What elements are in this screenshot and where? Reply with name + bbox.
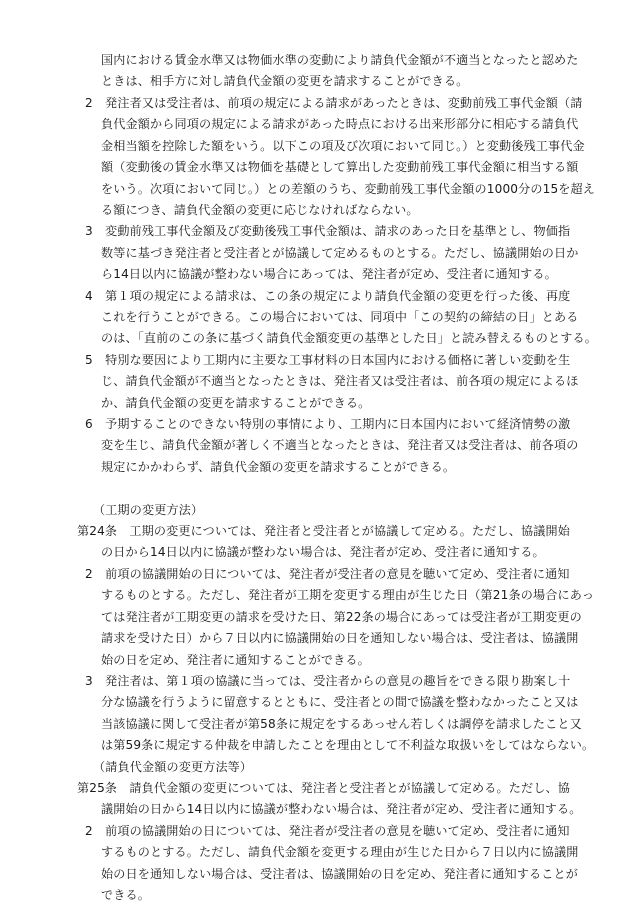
text-line: 3 発注者は、第１項の協議に当っては、受注者からの意見の趣旨をできる限り勘案し十 bbox=[85, 673, 571, 688]
text-line: る額につき、請負代金額の変更に応じなければならない。 bbox=[101, 202, 419, 217]
text-line: 分な協議を行うように留意するとともに、受注者との間で協議を整わなかったこと又は bbox=[101, 695, 579, 710]
text-line: 負代金額から同項の規定による請求があった時点における出来形部分に相応する請負代 bbox=[101, 117, 579, 132]
text-line: ては発注者が工期変更の請求を受けた日、第22条の場合にあっては受注者が工期変更の bbox=[101, 609, 582, 624]
text-line: 請求を受けた日）から７日以内に協議開始の日を通知しない場合は、受注者は、協議開 bbox=[101, 631, 579, 646]
text-line: 始の日を定め、発注者に通知することができる。 bbox=[101, 652, 370, 667]
text-line: 6 予期することのできない特別の事情により、工期内に日本国内において経済情勢の激 bbox=[85, 417, 571, 431]
text-line: 始の日を通知しない場合は、受注者は、協議開始の日を定め、発注者に通知することが bbox=[101, 866, 579, 881]
text-line: 規定にかかわらず、請負代金額の変更を請求することができる。 bbox=[101, 459, 456, 474]
text-line: 3 変動前残工事代金額及び変動後残工事代金額は、請求のあった日を基準とし、物価指 bbox=[85, 224, 571, 239]
text-line: 国内における賃金水準又は物価水準の変動により請負代金額が不適当となったと認めた bbox=[101, 53, 579, 67]
text-line: 数等に基づき発注者と受注者とが協議して定めるものとする。ただし、協議開始の日か bbox=[101, 245, 579, 260]
section-heading: （工期の変更方法） bbox=[93, 502, 204, 517]
text-line: 2 発注者又は受注者は、前項の規定による請求があったときは、変動前残工事代金額（請 bbox=[85, 95, 583, 110]
text-line: は第59条に規定する仲裁を申請したことを理由として不利益な取扱いをしてはならない。 bbox=[101, 738, 595, 753]
text-line: の日から14日以内に協議が整わない場合は、発注者が定め、受注者に通知する。 bbox=[101, 545, 545, 560]
text-line: をいう。次項において同じ。）との差額のうち、変動前残工事代金額の1000分の15を超え bbox=[101, 181, 596, 196]
text-line: 議開始の日から14日以内に協議が整わない場合は、発注者が定め、受注者に通知する。 bbox=[101, 802, 582, 817]
text-line: のは、「直前のこの条に基づく請負代金額変更の基準とした日」と読み替えるものとする。 bbox=[101, 331, 597, 346]
article-heading-line: 第25条 請負代金額の変更については、発注者と受注者とが協議して定める。ただし、協 bbox=[77, 780, 570, 795]
text-line: するものとする。ただし、発注者が工期を変更する理由が生じた日（第21条の場合にあっ bbox=[101, 588, 595, 603]
text-line: 変を生じ、請負代金額が著しく不適当となったときは、発注者又は受注者は、前各項の bbox=[101, 438, 579, 453]
text-line: 額（変動後の賃金水準又は物価を基礎として算出した変動前残工事代金額に相当する額 bbox=[101, 160, 579, 175]
text-line: できる。 bbox=[101, 888, 150, 902]
text-line: 5 特別な要因により工期内に主要な工事材料の日本国内における価格に著しい変動を生 bbox=[85, 352, 571, 367]
text-line: 当該協議に関して受注者が第58条に規定をするあっせん若しくは調停を請求したこと又 bbox=[101, 716, 582, 731]
text-line: ときは、相手方に対し請負代金額の変更を請求することができる。 bbox=[101, 74, 469, 89]
article-heading-line: 第24条 工期の変更については、発注者と受注者とが協議して定める。ただし、協議開始 bbox=[77, 524, 570, 538]
text-line: これを行うことができる。この場合においては、同項中「この契約の締結の日」とある bbox=[101, 309, 579, 324]
text-line: するものとする。ただし、請負代金額を変更する理由が生じた日から７日以内に協議開 bbox=[101, 845, 579, 860]
section-heading: （請負代金額の変更方法等） bbox=[93, 759, 253, 774]
text-line: 2 前項の協議開始の日については、発注者が受注者の意見を聴いて定め、受注者に通知 bbox=[85, 566, 570, 581]
text-line: じ、請負代金額が不適当となったときは、発注者又は受注者は、前各項の規定によるほ bbox=[101, 374, 579, 389]
text-line: 2 前項の協議開始の日については、発注者が受注者の意見を聴いて定め、受注者に通知 bbox=[85, 823, 570, 838]
text-line: ら14日以内に協議が整わない場合にあっては、発注者が定め、受注者に通知する。 bbox=[101, 267, 557, 282]
text-line: 金相当額を控除した額をいう。以下この項及び次項において同じ。）と変動後残工事代金 bbox=[101, 138, 585, 153]
text-line: か、請負代金額の変更を請求することができる。 bbox=[101, 395, 371, 410]
text-line: 4 第１項の規定による請求は、この条の規定により請負代金額の変更を行った後、再度 bbox=[85, 288, 571, 303]
